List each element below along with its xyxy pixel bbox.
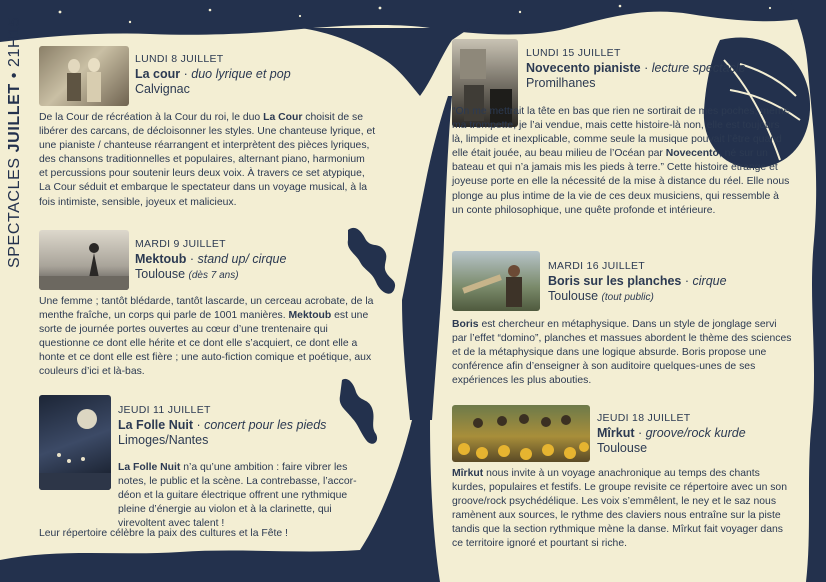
event-place-note: (dès 7 ans) [188,270,239,281]
event-date: MARDI 9 JUILLET [135,238,226,250]
event-date: JEUDI 18 JUILLET [597,412,691,424]
event-photo-la-folle-nuit [39,395,111,490]
event-photo-boris [452,251,540,311]
event-genre: cirque [692,274,727,288]
event-date: LUNDI 8 JUILLET [135,53,224,65]
event-photo-la-cour [39,46,129,106]
text-run: est chercheur en métaphysique. Dans un style de jonglage servi par l’effet “domino”, planches et massues abordent le thème des sciences et de la métaphysique dans une logique absurde. Boris propose une conférence afin d’enseigner à son auditoire quelques-unes de ses expériences les plus abouties. [452,319,792,387]
event-title: La cour [135,67,181,81]
text-run-bold: La Folle Nuit [118,462,181,473]
text-run: nous invite à un voyage anachronique au temps des chants kurdes, populaires et festifs. Le groupe revisite ce répertoire avec un son groove/rock psychédélique. Les voix s’emmêlent, le ney et le saz nous ramènent aux sources, le rythme des claviers nous entraîne sur la piste tandis que la section rythmique mène la danse. Mîrkut fait voyager dans ce territoire ignoré et pourtant si riche. [452,468,787,550]
event-head-mektoub: MARDI 9 JUILLET Mektoub · stand up/ cirque Toulouse (dès 7 ans) [135,237,355,283]
event-genre: groove/rock kurde [645,426,746,440]
photo-placeholder-icon [39,395,111,490]
side-title-time: • 21H15 [6,16,23,79]
event-title: Mektoub [135,252,187,266]
event-place: Limoges/Nantes [118,433,209,447]
photo-placeholder-icon [39,230,129,290]
event-photo-mirkut [452,405,590,462]
event-text-novecento [452,105,792,218]
text-run: est une sorte de journée portes ouvertes au cœur d’une trentenaire qui questionne ce dont elle hérite et ce dont elle s’acquiert, ce dont elle a honte et ce dont elle est fière ; une auto-fiction comique et poétique, aux couleurs d’ici et là-bas. [39,310,372,378]
event-text-la-folle-nuit-1 [118,461,376,531]
event-place-note: (tout public) [601,292,654,303]
text-run-bold: Mîrkut [452,468,484,479]
text-run-bold: Boris [452,319,479,330]
event-genre: duo lyrique et pop [191,67,291,81]
text-run: , né sur un bateau et qui n’a jamais mis les pieds à terre.” Cette histoire étrange et joyeuse porte en elle la nécessité de la mise à distance du réel. Elle nous plonge au plus intime de la vie de ces deux musiciens, qui ressemble à un conte philosophique, une quête profonde et intérieure. [452,148,790,216]
photo-placeholder-icon [39,46,129,106]
event-title: La Folle Nuit [118,418,193,432]
text-run-bold: Mektoub [288,310,332,322]
event-text-mirkut [452,467,792,552]
event-place: Toulouse [597,441,648,455]
event-place: Promilhanes [526,76,596,90]
event-date: MARDI 16 JUILLET [548,260,645,272]
side-title-month: JUILLET [6,83,23,153]
event-title: Novecento pianiste [526,61,641,75]
event-head-boris: MARDI 16 JUILLET Boris sur les planches · cirque Toulouse (tout public) [548,259,788,305]
text-run: Une femme ; tantôt blédarde, tantôt lascarde, un cerceau acrobate, de la menthe fraîche, un corps qui parle de 1001 manières. [39,296,374,322]
text-run: De la Cour de récréation à la Cour du roi, le duo [39,112,264,123]
text-run-bold: Novecento [665,148,719,160]
event-place: Toulouse [135,267,186,281]
event-genre: lecture spectacle [651,61,746,75]
side-title [6,16,28,268]
event-date: LUNDI 15 JUILLET [526,47,621,59]
event-text-la-cour [39,111,376,210]
event-genre: concert pour les pieds [204,418,327,432]
side-title-pre: SPECTACLES [6,157,23,268]
event-head-la-folle-nuit: JEUDI 11 JUILLET La Folle Nuit · concert pour les pieds Limoges/Nantes [118,403,358,448]
event-place: Calvignac [135,82,190,96]
event-head-la-cour: LUNDI 8 JUILLET La cour · duo lyrique et pop Calvignac [135,52,355,97]
text-run: “On me mettrait la tête en bas que rien ne sortirait de mes poches, même ma trompette, je l’ai vendue, mais cette histoire-là non, elle est toujours là, limpide et inexplicable, comme seule la musique pouvait l’être quand elle était jouée, au beau milieu de l’Océan par [452,106,790,160]
event-head-novecento: LUNDI 15 JUILLET Novecento pianiste · lecture spectacle Promilhanes [526,46,786,91]
event-genre: stand up/ cirque [197,252,287,266]
event-head-mirkut: JEUDI 18 JUILLET Mîrkut · groove/rock kurde Toulouse [597,411,787,456]
text-run-bold: La Cour [263,112,303,123]
event-text-mektoub [39,295,376,380]
event-title: Boris sur les planches [548,274,682,288]
event-date: JEUDI 11 JUILLET [118,404,211,416]
event-text-la-folle-nuit-2: Leur répertoire célèbre la paix des cultures et la Fête ! [39,528,288,539]
photo-placeholder-icon [452,251,540,311]
event-photo-mektoub [39,230,129,290]
event-title: Mîrkut [597,426,635,440]
event-text-boris [452,318,792,388]
text-run: choisit de se libérer des carcans, de décloisonner les styles. Une chanteuse lyrique, et une pianiste / chanteuse réarrangent et interprètent des pièces lyriques, des chansons traditionnelles et populaires, alternant piano, harmonium et percussions pour soutenir leurs deux voix. À travers ce set atypique, La Cour séduit et embarque le spectateur dans un voyage musical, à la fois intimiste, sensible, joyeux et malicieux. [39,112,376,208]
photo-placeholder-icon [452,405,590,462]
text-run: n’a qu’une ambition : faire vibrer les notes, le public et la scène. La contrebasse, l’accor-déon et la guitare électrique offrent une rythmique pleine d’énergie au violon et à la clarinette, qui virevoltent avec talent ! [118,462,357,530]
event-place: Toulouse [548,289,599,303]
